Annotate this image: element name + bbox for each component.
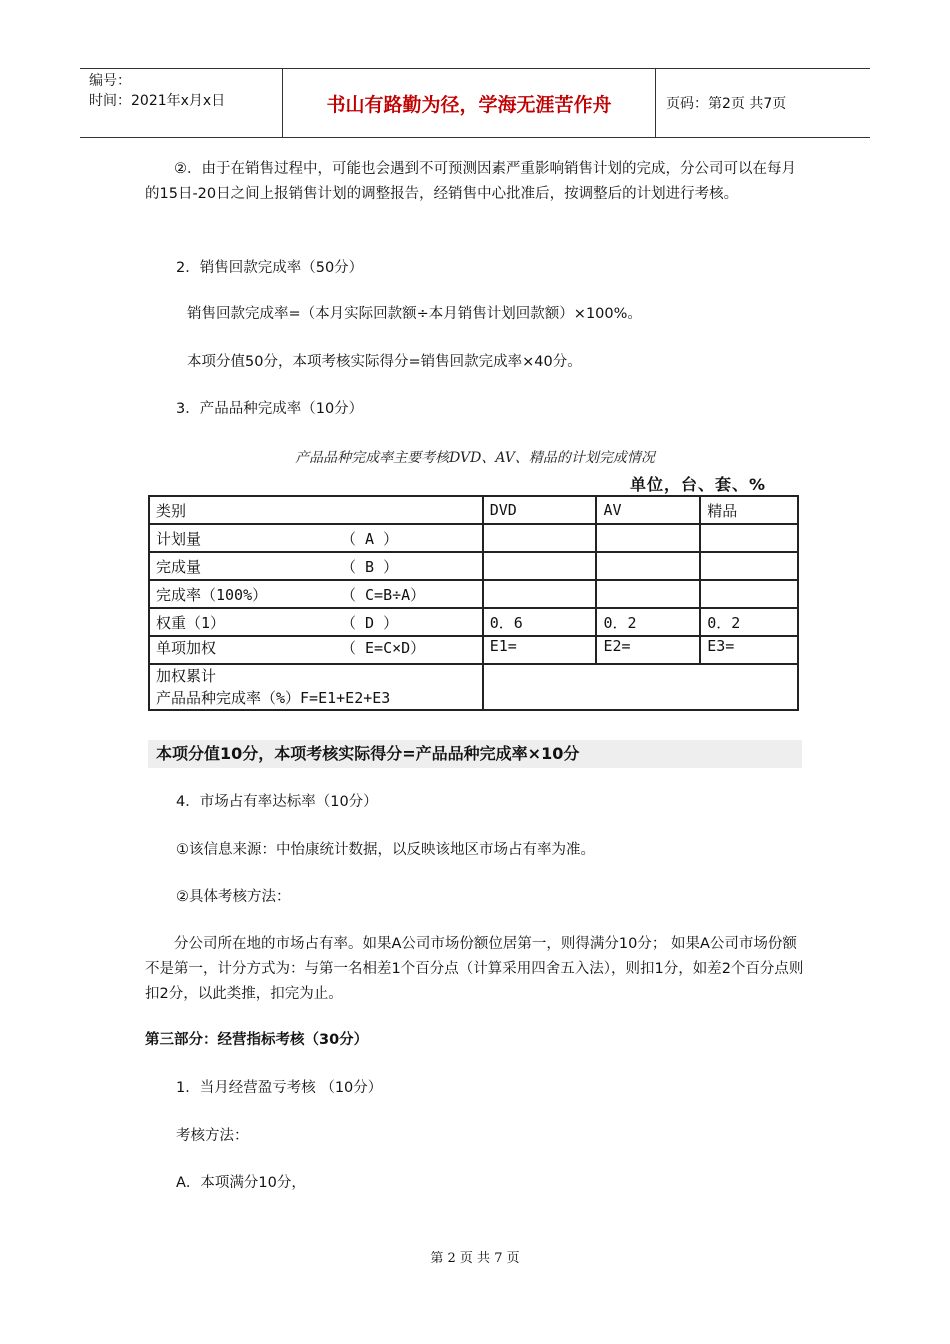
row-label: 完成率（100%）	[156, 585, 268, 604]
total-formula: 产品品种完成率（%）F=E1+E2+E3	[156, 689, 391, 707]
market-share-source: ①该信息来源：中怡康统计数据，以反映该地区市场占有率为准。	[176, 842, 595, 858]
cell-jingpin	[700, 552, 798, 580]
method-label: 考核方法：	[176, 1128, 249, 1144]
number-label: 编号：	[89, 73, 131, 89]
table-caption: 产品品种完成率主要考核DVD、AV、精品的计划完成情况	[295, 450, 655, 466]
heading-monthly-profit: 1．当月经营盈亏考核 （10分）	[176, 1080, 383, 1096]
cell-total	[483, 664, 798, 710]
section-three-heading: 第三部分：经营指标考核（30分）	[145, 1032, 369, 1048]
table-row	[149, 580, 798, 608]
row-code: （ D ）	[341, 613, 399, 632]
heading-product-variety: 3．产品品种完成率（10分）	[176, 401, 364, 417]
product-variety-table	[148, 495, 799, 711]
row-label: 单项加权	[156, 639, 217, 657]
paragraph-adjustment: ②．由于在销售过程中，可能也会遇到不可预测因素严重影响销售计划的完成，分公司可以在每月的15日-20日之间上报销售计划的调整报告，经销售中心批准后，按调整后的计划进行考核。	[145, 161, 796, 202]
date-label: 时间：2021年x月x日	[89, 93, 226, 109]
cell-dvd	[483, 524, 597, 552]
page-header	[80, 68, 870, 138]
header-meta	[80, 69, 283, 137]
row-code: （ C=B÷A）	[341, 585, 426, 604]
header-motto: 书山有路勤为径，学海无涯苦作舟	[283, 69, 656, 137]
page-footer: 第 2 页 共 7 页	[430, 1251, 520, 1266]
table-total-row	[149, 664, 798, 710]
heading-sales-return: 2．销售回款完成率（50分）	[176, 260, 364, 276]
table-row	[149, 608, 798, 636]
cell-dvd: 0．6	[483, 608, 597, 636]
header-category: 类别	[149, 496, 483, 524]
market-share-method-label: ②具体考核方法：	[176, 889, 291, 905]
cell-dvd: E1=	[483, 636, 597, 664]
cell-jingpin: E3=	[700, 636, 798, 664]
header-av: AV	[596, 496, 700, 524]
row-label: 权重（1）	[156, 613, 226, 632]
cell-jingpin: 0．2	[700, 608, 798, 636]
table-note: 本项分值10分，本项考核实际得分=产品品种完成率×10分	[148, 740, 802, 768]
cell-av: 0．2	[596, 608, 700, 636]
cell-av	[596, 580, 700, 608]
cell-dvd	[483, 580, 597, 608]
table-header-row	[149, 496, 798, 524]
market-share-method: 分公司所在地的市场占有率。如果A公司市场份额位居第一，则得满分10分； 如果A公司市场份额不是第一，计分方式为：与第一名相差1个百分点（计算采用四舍五入法），则扣1分，如差2个百分点则扣2分，以此类推，扣完为止。	[145, 936, 804, 1002]
cell-av	[596, 524, 700, 552]
cell-jingpin	[700, 580, 798, 608]
row-label: 计划量	[156, 529, 202, 548]
total-label: 加权累计	[156, 667, 217, 685]
row-code: （ B ）	[341, 557, 399, 576]
header-page-label: 页码：第2页 共7页	[666, 96, 787, 112]
row-code: （ E=C×D）	[341, 639, 426, 657]
formula-sales-return: 销售回款完成率=（本月实际回款额÷本月销售计划回款额）×100%。	[187, 306, 642, 322]
cell-av	[596, 552, 700, 580]
cell-dvd	[483, 552, 597, 580]
cell-av: E2=	[596, 636, 700, 664]
score-sales-return: 本项分值50分，本项考核实际得分=销售回款完成率×40分。	[187, 354, 582, 370]
table-row	[149, 524, 798, 552]
row-code: （ A ）	[341, 529, 399, 548]
table-row	[149, 636, 798, 664]
table-unit: 单位，台、套、%	[630, 475, 767, 494]
cell-jingpin	[700, 524, 798, 552]
heading-market-share: 4．市场占有率达标率（10分）	[176, 794, 378, 810]
row-label: 完成量	[156, 557, 202, 576]
header-dvd: DVD	[483, 496, 597, 524]
item-a: A．本项满分10分，	[176, 1175, 306, 1191]
header-jingpin: 精品	[700, 496, 798, 524]
table-row	[149, 552, 798, 580]
